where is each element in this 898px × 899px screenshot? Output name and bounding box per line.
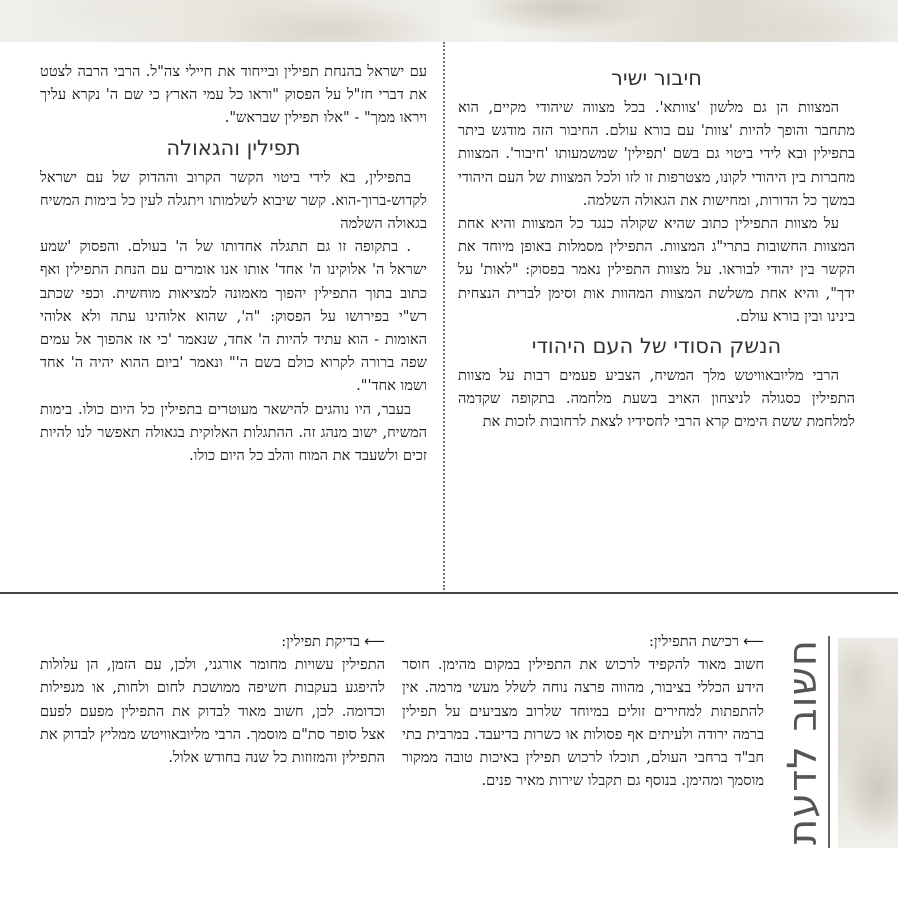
- section-heading-direct-connection: חיבור ישיר: [611, 66, 702, 90]
- right-text-column: [458, 60, 855, 434]
- section-heading-secret-weapon: הנשק הסודי של העם היהודי: [531, 334, 782, 359]
- column-divider: [443, 42, 445, 590]
- paragraph: הרבי מליובאוויטש מלך המשיח, הצביע פעמים רבות על מצוות התפילין כסגולה לניצחון האויב בשעת מלחמה. בתקופה שקדמה למלחמת ששת הימים קרא הרבי לחסידיו לצאת לרחובות לזכות את: [458, 367, 855, 431]
- marble-header-texture: [0, 0, 898, 42]
- tip-heading-label: רכישת התפילין:: [649, 633, 740, 650]
- tip-checking: [40, 630, 385, 769]
- marble-side-texture: [838, 638, 898, 848]
- tip-purchasing: [402, 630, 764, 792]
- arrow-left-icon: ⟵: [743, 633, 764, 650]
- left-text-column: [40, 60, 427, 467]
- paragraph: המצוות הן גם מלשון 'צוותא'. בכל מצווה שיהודי מקיים, הוא מתחבר והופך להיות 'צוות' עם בורא עולם. החיבור הזה מודגש ביתר בתפילין ובא לידי ביטוי גם בשם 'תפילין' שמשמעותו 'חיבור'. המצוות מחברות בין היהודי לקונו, מצטרפות זו לזו ולכל המצוות של העם היהודי במשך כל הדורות, ומחישות את הגאולה השלמה.: [458, 99, 855, 209]
- side-title-text: חשוב לדעת: [780, 638, 827, 846]
- section-rule: [0, 592, 898, 594]
- side-title-bar: [828, 636, 830, 848]
- section-heading-tefillin-and-redemption: תפילין והגאולה: [166, 135, 301, 160]
- tip-heading: [402, 630, 764, 653]
- tip-text: התפילין עשויות מחומר אורגני, ולכן, עם הזמן, הן עלולות להיפגע בעקבות חשיפה ממושכת לחום ולחות, או מנפילות וכדומה. לכן, חשוב מאוד לבדוק את התפילין מפעם לפעם אצל סופר סת"ם מוסמך. הרבי מליובאוויטש ממליץ לבדוק את התפילין והמזוזות כל שנה בחודש אלול.: [40, 656, 385, 767]
- paragraph: . בתקופה זו גם תתגלה אחדותו של ה' בעולם. והפסוק 'שמע ישראל ה' אלוקינו ה' אחד' אותו אנו אומרים עם הנחת התפילין ואף כתוב בתוך התפילין יהפוך מאמונה למציאות מוחשית. וכפי שכתב רש"י בפירושו על הפסוק: "ה', שהוא אלוהינו עתה ולא אלוהי האומות - הוא עתיד להיות ה' אחד, שנאמר 'כי אז אהפוך אל עמים שפה ברורה לקרוא כולם בשם ה'" ונאמר 'ביום ההוא יהיה ה' אחד ושמו אחד'".: [40, 238, 427, 395]
- paragraph: עם ישראל בהנחת תפילין ובייחוד את חיילי צה"ל. הרבי הרבה לצטט את דברי חז"ל על הפסוק "וראו כל עמי הארץ כי שם ה' נקרא עליך ויראו ממך" - "אלו תפילין שבראש".: [40, 63, 427, 127]
- tip-text: חשוב מאוד להקפיד לרכוש את התפילין במקום מהימן. חוסר הידע הכללי בציבור, מהווה פרצה נוחה לשלל מעשי מרמה. אין להתפתות למחירים זולים במיוחד שלרוב מצביעים על תפילין ברמה ירודה ולעיתים אף פסולות או כשרות בדיעבד. במרבית בתי חב"ד ברחבי העולם, תוכלו לרכוש תפילין באיכות טובה ממקור מוסמך ומהימן. בנוסף גם תקבלו שירות מאיר פנים.: [402, 656, 764, 790]
- paragraph: על מצוות התפילין כתוב שהיא שקולה כנגד כל המצוות והיא אחת המצוות החשובות בתרי"ג המצוות. התפילין מסמלות באופן מיוחד את הקשר בין יהודי לבוראו. על מצוות התפילין נאמר בפסוק: "לאות' על ידך", והיא אחת משלשת המצוות המהוות אות וסימן לברית הנצחית בינינו ובין בורא עולם.: [458, 215, 855, 325]
- arrow-left-icon: ⟵: [364, 633, 385, 650]
- paragraph: בתפילין, בא לידי ביטוי הקשר הקרוב וההדוק של עם ישראל לקדוש-ברוך-הוא. קשר שיבוא לשלמותו ויתגלה לעין כל בימות המשיח בגאולה השלמה: [40, 168, 427, 233]
- tip-heading-label: בדיקת תפילין:: [281, 633, 361, 650]
- paragraph: בעבר, היו נוהגים להישאר מעוטרים בתפילין כל היום כולו. בימות המשיח, ישוב מנהג זה. ההתגלות האלוקית בגאולה תאפשר לנו להיות זכים ולשעבד את המוח והלב כל היום כולו.: [40, 400, 427, 465]
- side-title: [778, 636, 828, 848]
- tip-heading: [40, 630, 385, 653]
